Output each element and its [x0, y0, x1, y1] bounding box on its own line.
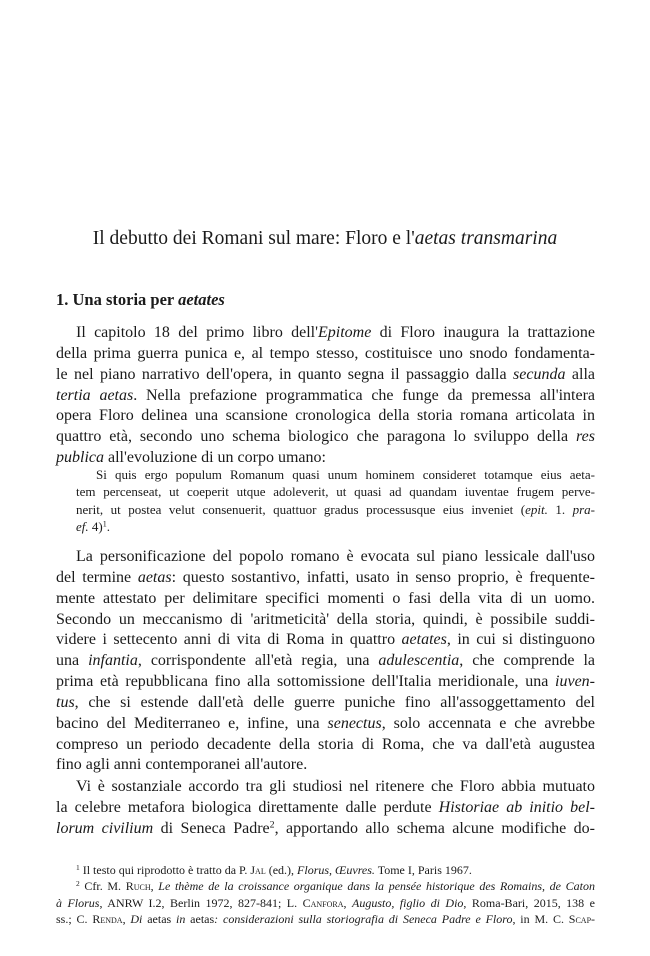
paragraph-3 — [56, 777, 595, 840]
quote-line: Si quis ergo populum Romanum quasi unum hominem consideret totamque eius aeta- — [96, 467, 595, 482]
footnote-2-line: ss.; C. Renda, Di aetas in aetas: considerazioni sulla storiografia di Seneca Padre e Floro, in M. C. Scap- — [56, 911, 596, 926]
p2-line: La personificazione del popolo romano è evocata sul piano lessicale dall'uso — [76, 548, 595, 565]
p2-line: mente attestato per delimitare specifici momenti o fasi della vita di un uomo. — [56, 589, 595, 607]
p2-line: compreso un periodo decadente della storia di Roma, che va dall'età augustea — [56, 735, 595, 753]
p2-line: bacino del Mediterraneo e, infine, una senectus, solo accennata e che avrebbe — [56, 714, 595, 732]
p3-line: lorum civilium di Seneca Padre$^2$, apportando allo schema alcune modifiche do- — [56, 819, 596, 837]
p1-line: opera Floro delinea una scansione cronologica della storia romana articolata in — [56, 407, 595, 425]
block-quote — [76, 466, 595, 536]
quote-line: nerit, ut postea velut consenuerit, quattuor gradus processusque eius inveniet (epit. 1. pra- — [76, 501, 595, 517]
paragraph-2 — [56, 547, 595, 776]
chapter-title — [0, 226, 650, 252]
chapter-title-main: Il debutto dei Romani sul mare: Floro e l' — [92, 228, 415, 249]
footnote-2-line: à Florus, ANRW I.2, Berlin 1972, 827-841; L. Canfora, Augusto, figlio di Dio, Roma-Bari, 2015, 138 e — [56, 895, 595, 910]
section-number: 1. — [56, 290, 69, 309]
p1-line: Il capitolo 18 del primo libro dell'Epitome di Floro inaugura la trattazione — [76, 324, 596, 341]
p3-line: Vi è sostanziale accordo tra gli studiosi nel ritenere che Floro abbia mutuato — [76, 778, 595, 795]
p2-line: del termine aetas: questo sostantivo, infatti, usato in senso proprio, è frequente- — [56, 568, 595, 586]
footnotes — [56, 862, 595, 927]
p2-line: Secondo un meccanismo di 'aritmeticità' della storia, quindi, è possibile suddi- — [56, 610, 595, 628]
p3-line: la celebre metafora biologica direttamente dalle perdute Historiae ab initio bel- — [56, 798, 595, 816]
footnote-1: $^1$ Il testo qui riprodotto è tratto da P. Jal (ed.), Florus, Œuvres. Tome I, Paris 1967. — [76, 862, 472, 877]
quote-line: tem percenseat, ut coeperit utque adoleverit, ut quasi ad quandam iuventae frugem perve- — [76, 484, 595, 500]
paragraph-1 — [56, 323, 595, 469]
chapter-title-italic: aetas transmarina — [414, 228, 558, 249]
p1-line: publica all'evoluzione di un corpo umano: — [56, 449, 326, 467]
footnote-2: $^2$ Cfr. M. Ruch, Le thème de la croissance organique dans la pensée historique des Romains, de Caton — [76, 879, 595, 894]
section-heading — [56, 289, 225, 311]
section-text: Una storia per — [72, 290, 174, 309]
footnote-ref-2[interactable]: 2 — [269, 819, 275, 831]
p1-line: tertia aetas. Nella prefazione programmatica che funge da premessa all'intera — [56, 386, 596, 404]
p1-line: della prima guerra punica e, al tempo stesso, costituisce uno snodo fondamenta- — [56, 344, 595, 362]
p2-line: videre i settecento anni di vita di Roma in quattro aetates, in cui si distinguono — [56, 631, 595, 649]
p2-line: una infantia, corrispondente all'età regia, una adulescentia, che comprende la — [56, 652, 595, 670]
quote-line: ef. 4)$^1$. — [76, 519, 111, 535]
p1-line: quattro età, secondo uno schema biologico che paragona lo sviluppo della res — [56, 428, 595, 446]
p2-line: prima età repubblicana fino alla sottomissione dell'Italia meridionale, una iuven- — [56, 673, 595, 691]
section-italic: aetates — [178, 290, 225, 309]
p2-line: tus, che si estende dall'età delle guerre puniche fino all'assoggettamento del — [56, 693, 595, 711]
p2-line: fino agli anni contemporanei all'autore. — [56, 756, 308, 774]
p1-line: le nel piano narrativo dell'opera, in quanto segna il passaggio dalla secunda alla — [56, 365, 595, 383]
footnote-ref-1[interactable]: 1 — [102, 519, 107, 529]
